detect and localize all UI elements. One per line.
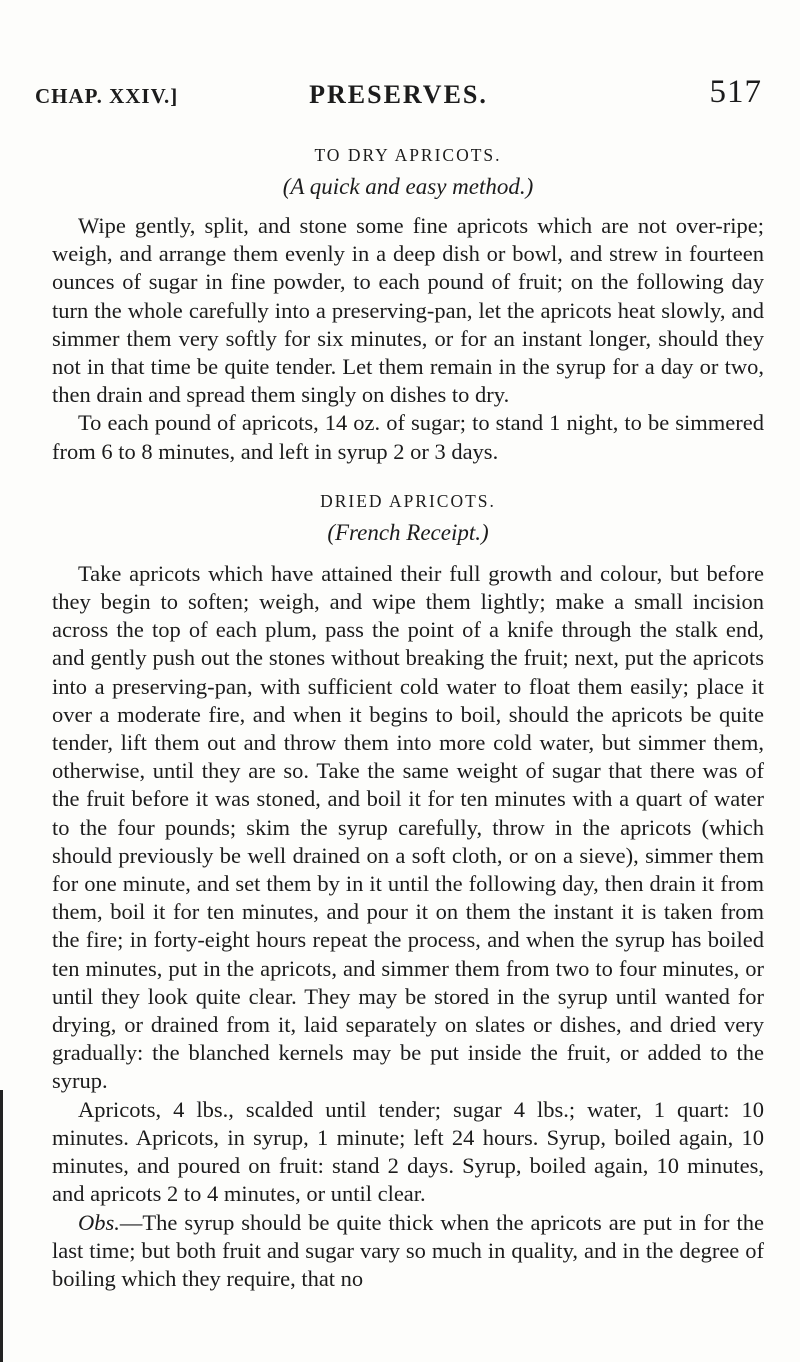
page-body [52, 140, 764, 1293]
obs-label: Obs. [78, 1209, 120, 1235]
section-subheading-french-receipt: (French Receipt.) [327, 519, 489, 545]
page-title: PRESERVES. [309, 80, 488, 109]
page-edge-line [0, 1090, 3, 1362]
chapter-label: CHAP. XXIV.] [35, 84, 179, 108]
obs-paragraph [52, 1209, 764, 1294]
obs-text: —The syrup should be quite thick when the apricots are put in for the last time; but both fruit and sugar vary so much in quality, and in the degree of boiling which they require, that no [52, 1209, 764, 1291]
section-subheading-quick-method: (A quick and easy method.) [282, 174, 534, 199]
paragraph: Wipe gently, split, and stone some fine apricots which are not over-ripe; weigh, and arrange them evenly in a deep dish or bowl, and strew in fourteen ounces of sugar in fine powder, to each pound of fruit; on the following day turn the whole carefully into a preserving-pan, let the apricots heat slowly, and simmer them very softly for six minutes, or for an instant longer, should they not in that time be quite tender. Let them remain in the syrup for a day or two, then drain and spread them singly on dishes to dry. [52, 213, 764, 408]
page-number: 517 [709, 74, 762, 110]
section-heading-dried-apricots: DRIED APRICOTS. [320, 490, 496, 511]
paragraph: Take apricots which have attained their full growth and colour, but before they begin to soften; weigh, and wipe them lightly; make a small incision across the top of each plum, pass the point of a knife through the stalk end, and gently push out the stones without breaking the fruit; next, put the apricots into a preserving-pan, with sufficient cold water to float them easily; place it over a moderate fire, and when it begins to boil, should the apricots be quite tender, lift them out and throw them into more cold water, but simmer them, otherwise, until they are so. Take the same weight of sugar that there was of the fruit before it was stoned, and boil it for ten minutes with a quart of water to the four pounds; skim the syrup carefully, throw in the apricots (which should previously be well drained on a soft cloth, or on a sieve), simmer them for one minute, and set them by in it until the following day, then drain it from them, boil it for ten minutes, and pour it on them the instant it is taken from the fire; in forty-eight hours repeat the process, and when the syrup has boiled ten minutes, put in the apricots, and simmer them from two to four minutes, or until they look quite clear. They may be stored in the syrup until wanted for drying, or drained from it, laid separately on slates or dishes, and dried very gradually: the blanched kernels may be put inside the fruit, or added to the syrup. [52, 560, 764, 1094]
paragraph: Apricots, 4 lbs., scalded until tender; sugar 4 lbs.; water, 1 quart: 10 minutes. Apricots, in syrup, 1 minute; left 24 hours. Syrup, boiled again, 10 minutes, and poured on fruit: stand 2 days. Syrup, boiled again, 10 minutes, and apricots 2 to 4 minutes, or until clear. [52, 1096, 764, 1207]
paragraph: To each pound of apricots, 14 oz. of sugar; to stand 1 night, to be simmered from 6 to 8 minutes, and left in syrup 2 or 3 days. [52, 410, 764, 464]
section-heading-dry-apricots: TO DRY APRICOTS. [314, 145, 502, 165]
running-head [35, 74, 762, 114]
